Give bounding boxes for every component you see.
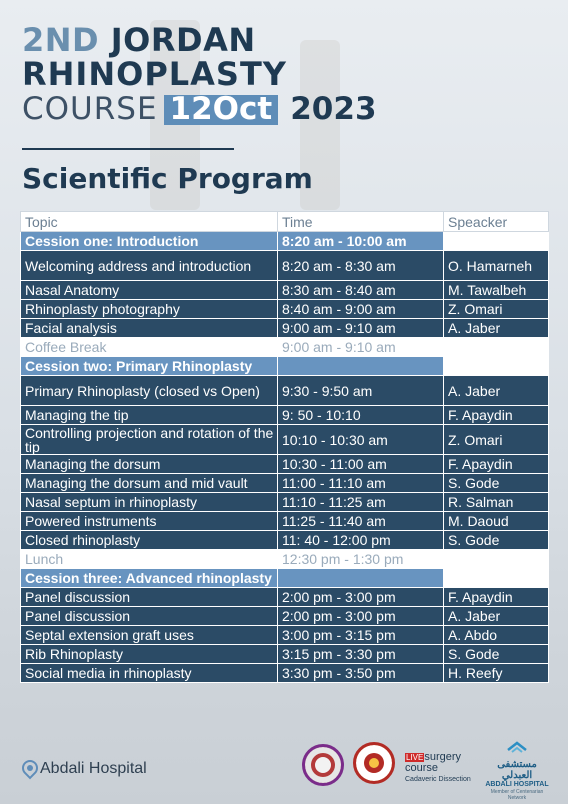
cell-time: 8:20 am - 8:30 am bbox=[278, 251, 444, 281]
cell-time: 8:20 am - 10:00 am bbox=[278, 232, 444, 251]
cell-time: 8:40 am - 9:00 am bbox=[278, 300, 444, 319]
cell-speaker: A. Jaber bbox=[444, 376, 549, 406]
table-row bbox=[21, 300, 549, 319]
cell-speaker: F. Apaydin bbox=[444, 406, 549, 425]
table-row bbox=[21, 319, 549, 338]
cell-topic: Cession one: Introduction bbox=[21, 232, 278, 251]
title-line-3 bbox=[22, 91, 377, 127]
cell-time: 9:30 - 9:50 am bbox=[278, 376, 444, 406]
cell-time: 10:10 - 10:30 am bbox=[278, 425, 444, 455]
cell-time: 9:00 am - 9:10 am bbox=[278, 319, 444, 338]
cell-time: 2:00 pm - 3:00 pm bbox=[278, 588, 444, 607]
program-table bbox=[20, 211, 549, 683]
cell-speaker: Z. Omari bbox=[444, 425, 549, 455]
location-pin-icon bbox=[19, 757, 42, 780]
column-header-topic: Topic bbox=[21, 212, 278, 232]
cell-speaker: Z. Omari bbox=[444, 300, 549, 319]
cell-speaker: S. Gode bbox=[444, 474, 549, 493]
cell-topic: Lunch bbox=[21, 550, 278, 569]
year: 2023 bbox=[290, 91, 377, 127]
cell-speaker: M. Daoud bbox=[444, 512, 549, 531]
cell-topic: Closed rhinoplasty bbox=[21, 531, 278, 550]
cell-time: 11: 40 - 12:00 pm bbox=[278, 531, 444, 550]
live-surgery-course-logo: LIVEsurgery course Cadaveric Dissection bbox=[405, 751, 471, 783]
cell-topic: Nasal septum in rhinoplasty bbox=[21, 493, 278, 512]
society-seal-logo bbox=[353, 742, 395, 784]
cell-topic: Panel discussion bbox=[21, 588, 278, 607]
break-row bbox=[21, 338, 549, 357]
cell-time: 12:30 pm - 1:30 pm bbox=[278, 550, 444, 569]
cell-speaker: A. Jaber bbox=[444, 319, 549, 338]
cell-speaker: F. Apaydin bbox=[444, 588, 549, 607]
cell-time: 11:10 - 11:25 am bbox=[278, 493, 444, 512]
cell-topic: Controlling projection and rotation of the tip bbox=[21, 425, 278, 455]
cell-speaker bbox=[444, 569, 549, 588]
cell-speaker bbox=[444, 550, 549, 569]
session-row bbox=[21, 232, 549, 251]
footer bbox=[0, 738, 568, 804]
cell-topic: Managing the dorsum bbox=[21, 455, 278, 474]
cell-speaker: S. Gode bbox=[444, 645, 549, 664]
cell-topic: Nasal Anatomy bbox=[21, 281, 278, 300]
title-divider bbox=[22, 148, 234, 150]
table-row bbox=[21, 512, 549, 531]
column-header-time: Time bbox=[278, 212, 444, 232]
page-subtitle: Scientific Program bbox=[22, 162, 313, 195]
break-row bbox=[21, 550, 549, 569]
cell-speaker: H. Reefy bbox=[444, 664, 549, 683]
cell-time: 10:30 - 11:00 am bbox=[278, 455, 444, 474]
date-badge: 12Oct bbox=[164, 95, 279, 125]
university-seal-logo bbox=[302, 744, 344, 786]
cell-time: 3:15 pm - 3:30 pm bbox=[278, 645, 444, 664]
location-text: Abdali Hospital bbox=[40, 760, 147, 777]
cell-speaker: M. Tawalbeh bbox=[444, 281, 549, 300]
column-header-speaker: Speacker bbox=[444, 212, 549, 232]
session-row bbox=[21, 357, 549, 376]
abdali-hospital-logo: مستشفى العبدلي ABDALI HOSPITAL Member of Centenarian Network bbox=[482, 740, 552, 801]
cell-time: 2:00 pm - 3:00 pm bbox=[278, 607, 444, 626]
cell-speaker bbox=[444, 232, 549, 251]
cell-speaker bbox=[444, 357, 549, 376]
cell-speaker: A. Abdo bbox=[444, 626, 549, 645]
cell-topic: Primary Rhinoplasty (closed vs Open) bbox=[21, 376, 278, 406]
cell-topic: Facial analysis bbox=[21, 319, 278, 338]
table-row bbox=[21, 645, 549, 664]
cell-topic: Social media in rhinoplasty bbox=[21, 664, 278, 683]
cell-speaker: S. Gode bbox=[444, 531, 549, 550]
cell-topic: Rib Rhinoplasty bbox=[21, 645, 278, 664]
cell-speaker: R. Salman bbox=[444, 493, 549, 512]
cell-topic: Cession three: Advanced rhinoplasty bbox=[21, 569, 278, 588]
table-row bbox=[21, 425, 549, 455]
title-line-2: RHINOPLASTY bbox=[22, 55, 287, 93]
cell-speaker bbox=[444, 338, 549, 357]
cell-time: 9: 50 - 10:10 bbox=[278, 406, 444, 425]
cell-topic: Cession two: Primary Rhinoplasty bbox=[21, 357, 278, 376]
cell-topic: Welcoming address and introduction bbox=[21, 251, 278, 281]
table-row bbox=[21, 474, 549, 493]
course-word: COURSE bbox=[22, 91, 158, 127]
cell-topic: Managing the dorsum and mid vault bbox=[21, 474, 278, 493]
table-row bbox=[21, 251, 549, 281]
table-row bbox=[21, 626, 549, 645]
title-ordinal: 2ND bbox=[22, 21, 100, 59]
hospital-wave-icon bbox=[506, 740, 528, 754]
cell-time: 11:00 - 11:10 am bbox=[278, 474, 444, 493]
cell-time: 8:30 am - 8:40 am bbox=[278, 281, 444, 300]
table-header-row bbox=[21, 212, 549, 232]
cell-topic: Coffee Break bbox=[21, 338, 278, 357]
title-jordan: JORDAN bbox=[110, 21, 256, 59]
table-row bbox=[21, 664, 549, 683]
cell-time bbox=[278, 357, 444, 376]
cell-speaker: F. Apaydin bbox=[444, 455, 549, 474]
table-row bbox=[21, 493, 549, 512]
table-row bbox=[21, 376, 549, 406]
table-row bbox=[21, 281, 549, 300]
title-line-1 bbox=[22, 21, 256, 59]
session-row bbox=[21, 569, 549, 588]
cell-time: 3:00 pm - 3:15 pm bbox=[278, 626, 444, 645]
table-row bbox=[21, 607, 549, 626]
table-row bbox=[21, 588, 549, 607]
cell-time bbox=[278, 569, 444, 588]
table-row bbox=[21, 406, 549, 425]
cell-time: 3:30 pm - 3:50 pm bbox=[278, 664, 444, 683]
cell-topic: Rhinoplasty photography bbox=[21, 300, 278, 319]
cell-topic: Panel discussion bbox=[21, 607, 278, 626]
cell-topic: Septal extension graft uses bbox=[21, 626, 278, 645]
cell-time: 11:25 - 11:40 am bbox=[278, 512, 444, 531]
table-row bbox=[21, 455, 549, 474]
cell-topic: Managing the tip bbox=[21, 406, 278, 425]
cell-speaker: A. Jaber bbox=[444, 607, 549, 626]
table-row bbox=[21, 531, 549, 550]
cell-speaker: O. Hamarneh bbox=[444, 251, 549, 281]
cell-topic: Powered instruments bbox=[21, 512, 278, 531]
cell-time: 9:00 am - 9:10 am bbox=[278, 338, 444, 357]
